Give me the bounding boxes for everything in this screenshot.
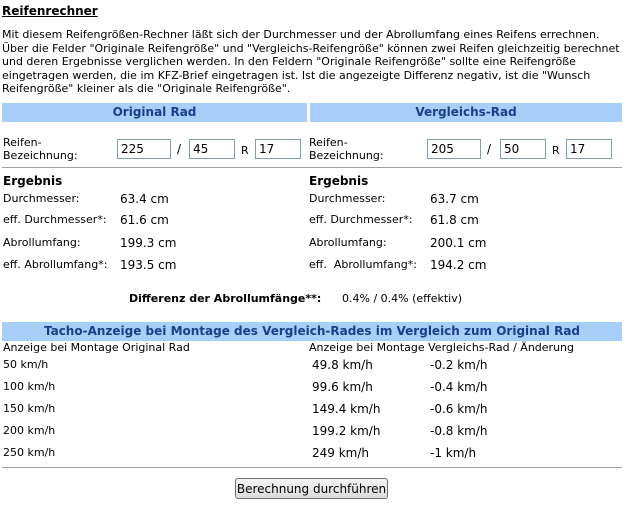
original-circumference-label: Abrollumfang: [3, 236, 81, 249]
tacho-change-100: -0.4 km/h [430, 380, 488, 394]
original-diameter-label: Durchmesser: [3, 192, 80, 205]
compare-eff-circumference-value: 194.2 cm [430, 258, 487, 272]
difference-value: 0.4% / 0.4% (effektiv) [342, 292, 463, 305]
compare-circumference-value: 200.1 cm [430, 236, 487, 250]
tacho-change-150: -0.6 km/h [430, 402, 488, 416]
original-circumference-value: 199.3 cm [120, 236, 177, 250]
divider [2, 467, 622, 468]
compare-result-title: Ergebnis [309, 174, 369, 188]
compare-diameter-value: 63.7 cm [430, 192, 479, 206]
tacho-comp-50: 49.8 km/h [312, 358, 373, 372]
compare-eff-diameter-label: eff. Durchmesser*: [309, 213, 413, 226]
difference-label: Differenz der Abrollumfänge**: [129, 292, 322, 305]
vergleichs-rad-header: Vergleichs-Rad [310, 103, 622, 122]
compare-slash: / [487, 142, 492, 156]
tacho-change-250: -1 km/h [430, 446, 477, 460]
original-label-line2: Bezeichnung: [3, 149, 78, 162]
original-rad-header: Original Rad [2, 103, 307, 122]
original-eff-diameter-value: 61.6 cm [120, 213, 169, 227]
tacho-change-200: -0.8 km/h [430, 424, 488, 438]
tacho-comp-150: 149.4 km/h [312, 402, 381, 416]
compare-rim-input[interactable] [566, 139, 612, 159]
original-result-title: Ergebnis [3, 174, 63, 188]
compare-label-line2: Bezeichnung: [309, 149, 384, 162]
compare-diameter-label: Durchmesser: [309, 192, 386, 205]
original-eff-circumference-label: eff. Abrollumfang*: [3, 258, 108, 271]
original-eff-diameter-label: eff. Durchmesser*: [3, 213, 107, 226]
tacho-comp-200: 199.2 km/h [312, 424, 381, 438]
tacho-change-50: -0.2 km/h [430, 358, 488, 372]
original-r-label: R [241, 144, 249, 157]
calculate-button[interactable]: Berechnung durchführen [235, 478, 388, 499]
compare-circumference-label: Abrollumfang: [309, 236, 387, 249]
original-slash: / [177, 142, 182, 156]
original-ratio-input[interactable] [189, 139, 235, 159]
tacho-col-compare: Anzeige bei Montage Vergleichs-Rad / Änderung [309, 341, 575, 354]
intro-text: Mit diesem Reifengrößen-Rechner läßt sich der Durchmesser und der Abrollumfang eines Reifens errechnen. Über die Felder "Originale Reifengröße" und "Vergleichs-Reifengröße" können zwei Reifen gleichzeitig berechnet und deren Ergebnisse verglichen werden. In den Feldern "Originale Reifengröße" sollte eine Reifengröße eingetragen werden, die im KFZ-Brief eingetragen ist. Ist die angezeigte Differenz negativ, ist die "Wunsch Reifengröße" kleiner als die "Originale Reifengröße". [2, 28, 620, 95]
tacho-orig-200: 200 km/h [3, 424, 56, 437]
original-rim-input[interactable] [255, 139, 301, 159]
compare-eff-circumference-label: eff. Abrollumfang*: [309, 258, 417, 271]
tacho-orig-100: 100 km/h [3, 380, 56, 393]
tacho-orig-250: 250 km/h [3, 446, 56, 459]
compare-width-input[interactable] [427, 139, 481, 159]
compare-eff-diameter-value: 61.8 cm [430, 213, 479, 227]
tacho-orig-50: 50 km/h [3, 358, 49, 371]
page-title: Reifenrechner [2, 4, 98, 18]
tacho-col-original: Anzeige bei Montage Original Rad [3, 341, 190, 354]
tacho-header: Tacho-Anzeige bei Montage des Vergleich-Rades im Vergleich zum Original Rad [2, 322, 622, 341]
original-width-input[interactable] [117, 139, 171, 159]
tacho-orig-150: 150 km/h [3, 402, 56, 415]
original-eff-circumference-value: 193.5 cm [120, 258, 177, 272]
compare-label-line1: Reifen- [309, 136, 348, 149]
original-diameter-value: 63.4 cm [120, 192, 169, 206]
tacho-comp-250: 249 km/h [312, 446, 370, 460]
compare-r-label: R [552, 144, 560, 157]
compare-ratio-input[interactable] [500, 139, 546, 159]
original-label-line1: Reifen- [3, 136, 42, 149]
tacho-comp-100: 99.6 km/h [312, 380, 373, 394]
divider [2, 167, 622, 168]
